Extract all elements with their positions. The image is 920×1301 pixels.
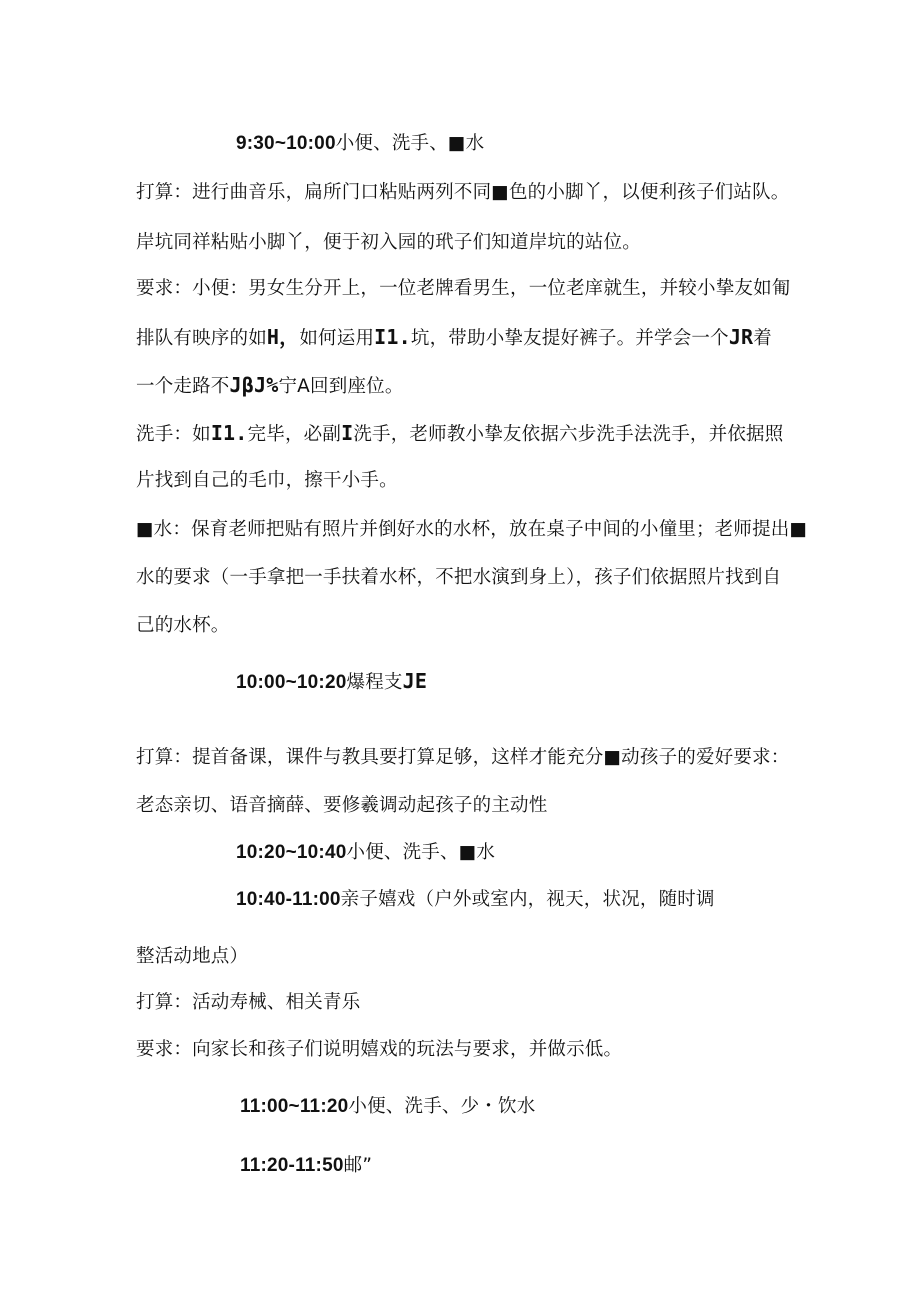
schedule-heading	[236, 131, 896, 157]
paragraph-line	[136, 324, 796, 352]
time-range: 9:30~10:00	[236, 133, 336, 154]
time-range: 11:00~11:20	[240, 1096, 349, 1117]
paragraph-line: 水的要求（一手拿把一手扶着水杯，不把水演到身上），孩子们依据照片找到自	[136, 567, 782, 588]
time-range: 10:20~10:40	[236, 842, 347, 863]
text-run: 如何运用	[299, 328, 375, 349]
paragraph-line: 片找到自己的毛巾，擦干小手。	[136, 470, 398, 491]
schedule-heading	[240, 1153, 900, 1179]
paragraph-line: 己的水杯。	[136, 615, 230, 636]
paragraph-line: 整活动地点）	[136, 946, 249, 967]
paragraph-line	[136, 372, 796, 400]
text-run: 一个走路不	[136, 376, 230, 397]
garbled-glyph: I1.	[210, 421, 248, 445]
schedule-heading	[236, 887, 896, 913]
paragraph-line: 打算：活动寿械、相关青乐	[136, 992, 361, 1013]
schedule-heading	[236, 840, 896, 866]
text-run: 坑，带助小挚友提好裤子。并学会一个	[410, 328, 729, 349]
time-range: 11:20-11:50	[240, 1155, 344, 1176]
time-range: 10:00~10:20	[236, 672, 347, 693]
text-run: 排队有映序的如	[136, 328, 267, 349]
paragraph-line: 打算：进行曲音乐，扁所门口粘贴两列不同■色的小脚丫，以便利孩子们站队。	[136, 182, 790, 203]
paragraph-line: 打算：提首备课，课件与教具要打算足够，这样才能充分■动孩子的爱好要求：	[136, 747, 790, 768]
paragraph-line: ■水：保育老师把贴有照片并倒好水的水杯，放在桌子中间的小僮里；老师提出■	[136, 519, 808, 540]
garbled-glyph: H，	[266, 325, 300, 349]
garbled-glyph: JE	[402, 669, 428, 693]
paragraph-line: 要求：向家长和孩子们说明嬉戏的玩法与要求，并做示低。	[136, 1039, 623, 1060]
paragraph-line: 要求：小便：男女生分开上，一位老牌看男生，一位老庠就生，并较小挚友如匍	[136, 278, 791, 299]
text-run: 洗手：如	[136, 424, 211, 445]
garbled-glyph: I1.	[374, 325, 411, 349]
garbled-glyph: JβJ%	[229, 373, 279, 397]
activity-title: 小便、洗手、■水	[346, 842, 496, 863]
activity-title: 小便、洗手、少・饮水	[348, 1096, 536, 1117]
text-run: 完毕，必副	[247, 424, 342, 445]
paragraph-line: 老态亲切、语音摘薛、要修羲调动起孩子的主动性	[136, 795, 548, 816]
paragraph-line	[136, 420, 796, 448]
garbled-glyph: I	[341, 421, 354, 445]
time-range: 10:40-11:00	[236, 889, 341, 910]
activity-title: 小便、洗手、■水	[335, 133, 485, 154]
schedule-heading	[236, 668, 896, 696]
activity-title: 亲子嬉戏（户外或室内，视天，状况，随时调	[340, 889, 715, 910]
paragraph-line: 岸坑同祥粘贴小脚丫，便于初入园的玳子们知道岸坑的站位。	[136, 232, 641, 253]
activity-title: 爆程支	[346, 672, 403, 693]
text-run: 宁A回到座位。	[278, 376, 404, 397]
text-run: 着	[753, 328, 772, 349]
schedule-heading	[240, 1094, 900, 1120]
garbled-glyph: JR	[728, 325, 754, 349]
activity-title: 邮”	[343, 1155, 373, 1176]
text-run: 洗手，老师教小挚友依据六步洗手法洗手，并依据照	[353, 424, 784, 445]
